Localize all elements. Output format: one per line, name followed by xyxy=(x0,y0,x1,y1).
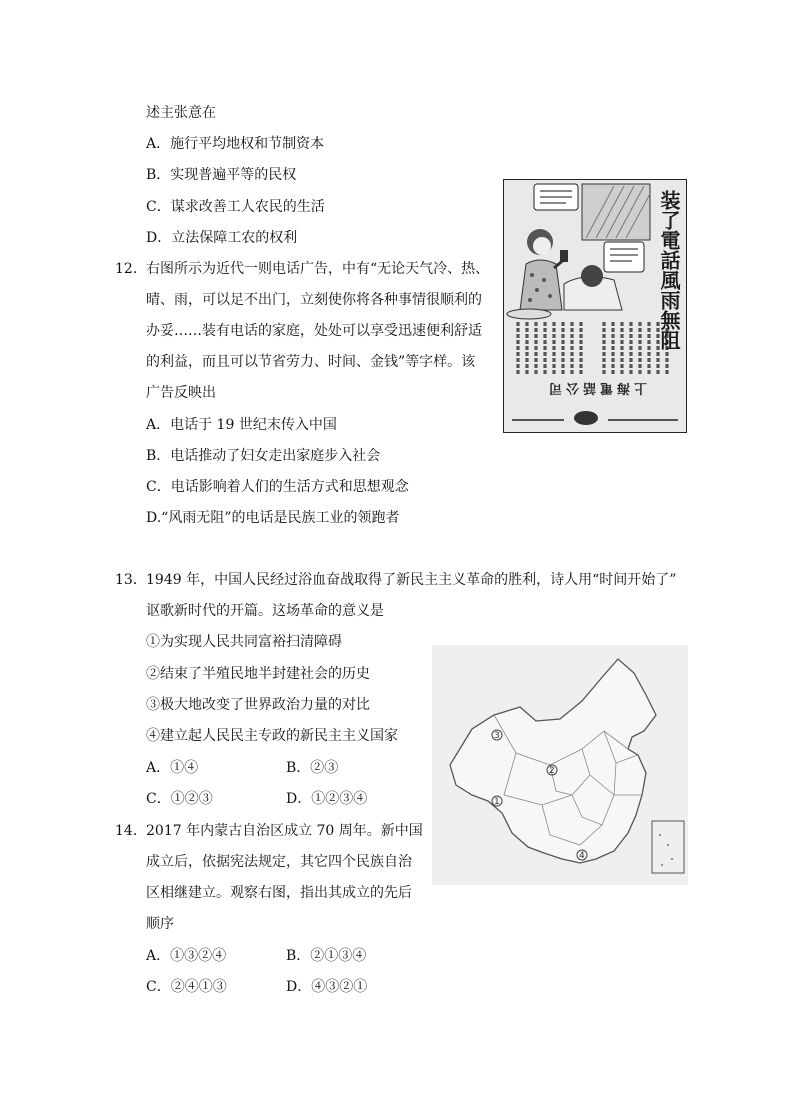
q13-stem-line-1: 1949 年，中国人民经过浴血奋战取得了新民主主义革命的胜利，诗人用“时间开始了” xyxy=(146,572,677,588)
q12-stem-line-4: 的利益，而且可以节省劳力、时间、金钱”等字样。该 xyxy=(146,354,476,370)
q13-statement-3: ③极大地改变了世界政治力量的对比 xyxy=(146,697,370,713)
svg-text:2: 2 xyxy=(549,766,555,776)
svg-text:4: 4 xyxy=(579,851,585,861)
china-map-figure xyxy=(432,645,688,885)
q14-stem-line-2: 成立后，依据宪法规定，其它四个民族自治 xyxy=(146,854,412,870)
q13-option-c: C．①②③ xyxy=(146,791,213,807)
q14-option-d: D．④③②① xyxy=(286,979,368,995)
svg-text:3: 3 xyxy=(494,731,500,741)
q12-option-c: C．电话影响着人们的生活方式和思想观念 xyxy=(146,479,409,495)
q12-option-d: D.“风雨无阻”的电话是民族工业的领跑者 xyxy=(146,510,400,526)
q14-option-a: A．①③②④ xyxy=(146,948,227,964)
telephone-ad-figure xyxy=(503,179,687,433)
q14-stem-line-4: 顺序 xyxy=(146,916,174,932)
q11-option-d: D．立法保障工农的权利 xyxy=(146,230,298,246)
q12-number: 12． xyxy=(115,261,147,277)
ad-title: 装了電話風雨無阻 xyxy=(657,190,681,350)
q11-option-b: B．实现普遍平等的民权 xyxy=(146,167,297,183)
q13-option-d: D．①②③④ xyxy=(286,791,368,807)
china-map-outline xyxy=(432,645,688,885)
q13-option-b: B．②③ xyxy=(286,760,339,776)
q13-option-a: A．①④ xyxy=(146,760,199,776)
q13-statement-2: ②结束了半殖民地半封建社会的历史 xyxy=(146,666,370,682)
q13-statement-4: ④建立起人民民主专政的新民主主义国家 xyxy=(146,728,398,744)
q12-option-b: B．电话推动了妇女走出家庭步入社会 xyxy=(146,448,381,464)
q14-number: 14． xyxy=(115,823,147,839)
q13-statement-1: ①为实现人民共同富裕扫清障碍 xyxy=(146,634,342,650)
q14-stem-line-3: 区相继建立。观察右图，指出其成立的先后 xyxy=(146,885,412,901)
q11-option-c: C．谋求改善工人农民的生活 xyxy=(146,199,325,215)
q13-stem-line-2: 讴歌新时代的开篇。这场革命的意义是 xyxy=(146,603,384,619)
q14-option-b: B．②①③④ xyxy=(286,948,367,964)
q11-option-a: A．施行平均地权和节制资本 xyxy=(146,136,325,152)
q12-stem-line-2: 晴、雨，可以足不出门，立刻使你将各种事情很顺利的 xyxy=(146,292,482,308)
q12-option-a: A．电话于 19 世纪末传入中国 xyxy=(146,417,337,433)
q14-option-c: C．②④①③ xyxy=(146,979,227,995)
svg-text:1: 1 xyxy=(494,797,500,807)
q13-number: 13． xyxy=(115,572,147,588)
ad-company-name: 上海電話公司 xyxy=(545,380,648,395)
q12-stem-line-3: 办妥……装有电话的家庭，处处可以享受迅速便利舒适 xyxy=(146,323,482,339)
q12-stem-line-5: 广告反映出 xyxy=(146,385,216,401)
q12-stem-line-1: 右图所示为近代一则电话广告，中有“无论天气冷、热、 xyxy=(146,261,490,277)
q11-stem-tail: 述主张意在 xyxy=(146,105,216,121)
q14-stem-line-1: 2017 年内蒙古自治区成立 70 周年。新中国 xyxy=(146,823,423,839)
